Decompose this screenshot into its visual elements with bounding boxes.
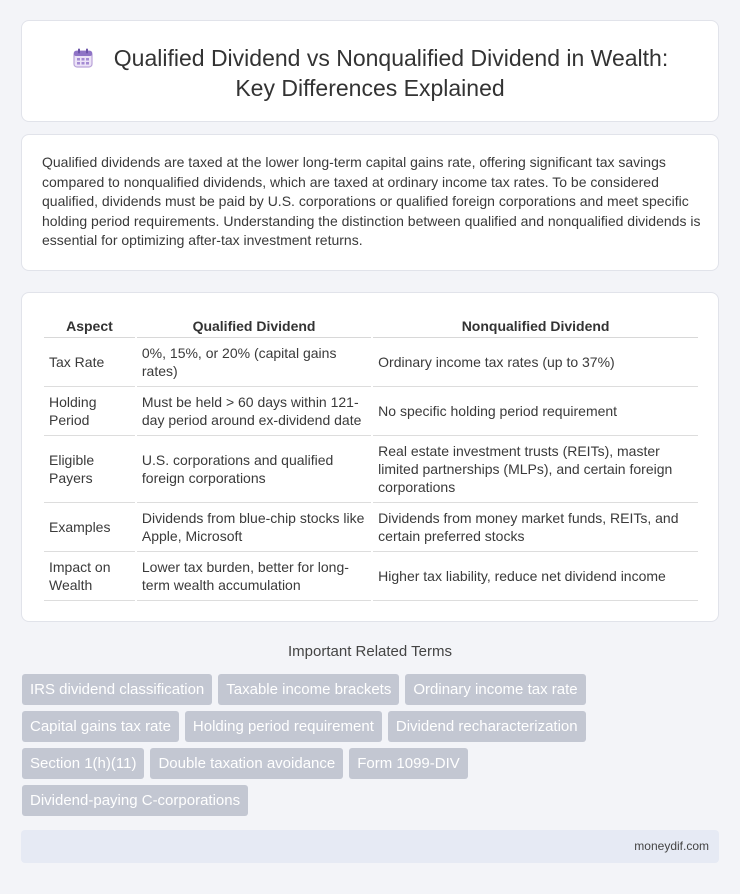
qualified-cell: Must be held > 60 days within 121-day period around ex-dividend date [137, 387, 371, 436]
nonqualified-cell: Higher tax liability, reduce net dividend income [373, 552, 698, 601]
table-row [44, 338, 698, 387]
footer-site[interactable]: moneydif.com [634, 839, 709, 853]
aspect-cell: Tax Rate [44, 338, 135, 387]
qualified-cell: Lower tax burden, better for long-term wealth accumulation [137, 552, 371, 601]
title-line-1: Qualified Dividend vs Nonqualified Dividend in Wealth: [113, 45, 669, 71]
tag-double-taxation-avoidance[interactable]: Double taxation avoidance [150, 748, 343, 779]
tag-form-1099-div[interactable]: Form 1099-DIV [349, 748, 468, 779]
tag-taxable-income-brackets[interactable]: Taxable income brackets [218, 674, 399, 705]
header-nonqualified: Nonqualified Dividend [373, 314, 698, 338]
tag-dividend-paying-c-corporations[interactable]: Dividend-paying C-corporations [22, 785, 248, 816]
header-aspect: Aspect [44, 314, 135, 338]
title-card [21, 20, 719, 122]
tag-capital-gains-tax-rate[interactable]: Capital gains tax rate [22, 711, 179, 742]
footer [21, 830, 719, 863]
qualified-cell: U.S. corporations and qualified foreign corporations [137, 436, 371, 503]
aspect-cell: Holding Period [44, 387, 135, 436]
table-row [44, 503, 698, 552]
page-title [22, 43, 718, 103]
header-qualified: Qualified Dividend [137, 314, 371, 338]
qualified-cell: 0%, 15%, or 20% (capital gains rates) [137, 338, 371, 387]
table-row [44, 552, 698, 601]
nonqualified-cell: Ordinary income tax rates (up to 37%) [373, 338, 698, 387]
related-terms-tags [22, 674, 622, 822]
aspect-cell: Eligible Payers [44, 436, 135, 503]
intro-card [21, 134, 719, 271]
tag-ordinary-income-tax-rate[interactable]: Ordinary income tax rate [405, 674, 585, 705]
comparison-table [42, 314, 700, 601]
title-line-2: Key Differences Explained [235, 75, 505, 101]
tag-dividend-recharacterization[interactable]: Dividend recharacterization [388, 711, 586, 742]
nonqualified-cell: No specific holding period requirement [373, 387, 698, 436]
table-row [44, 436, 698, 503]
comparison-table-card [21, 292, 719, 622]
related-terms-title: Important Related Terms [288, 643, 452, 660]
aspect-cell: Examples [44, 503, 135, 552]
nonqualified-cell: Dividends from money market funds, REITs, and certain preferred stocks [373, 503, 698, 552]
intro-paragraph: Qualified dividends are taxed at the lower long-term capital gains rate, offering significant tax savings compared to nonqualified dividends, which are taxed at ordinary income tax rates. To be considered qualified, dividends must be paid by U.S. corporations or qualified foreign corporations and meet specific holding period requirements. Understanding the distinction between qualified and nonqualified dividends is essential for optimizing after-tax investment returns. [42, 154, 701, 248]
tag-holding-period-requirement[interactable]: Holding period requirement [185, 711, 382, 742]
calendar-icon [72, 47, 94, 69]
table-row [44, 387, 698, 436]
aspect-cell: Impact on Wealth [44, 552, 135, 601]
table-header-row [44, 314, 698, 338]
qualified-cell: Dividends from blue-chip stocks like Apple, Microsoft [137, 503, 371, 552]
tag-section-1h11[interactable]: Section 1(h)(11) [22, 748, 144, 779]
nonqualified-cell: Real estate investment trusts (REITs), master limited partnerships (MLPs), and certain foreign corporations [373, 436, 698, 503]
tag-irs-dividend-classification[interactable]: IRS dividend classification [22, 674, 212, 705]
